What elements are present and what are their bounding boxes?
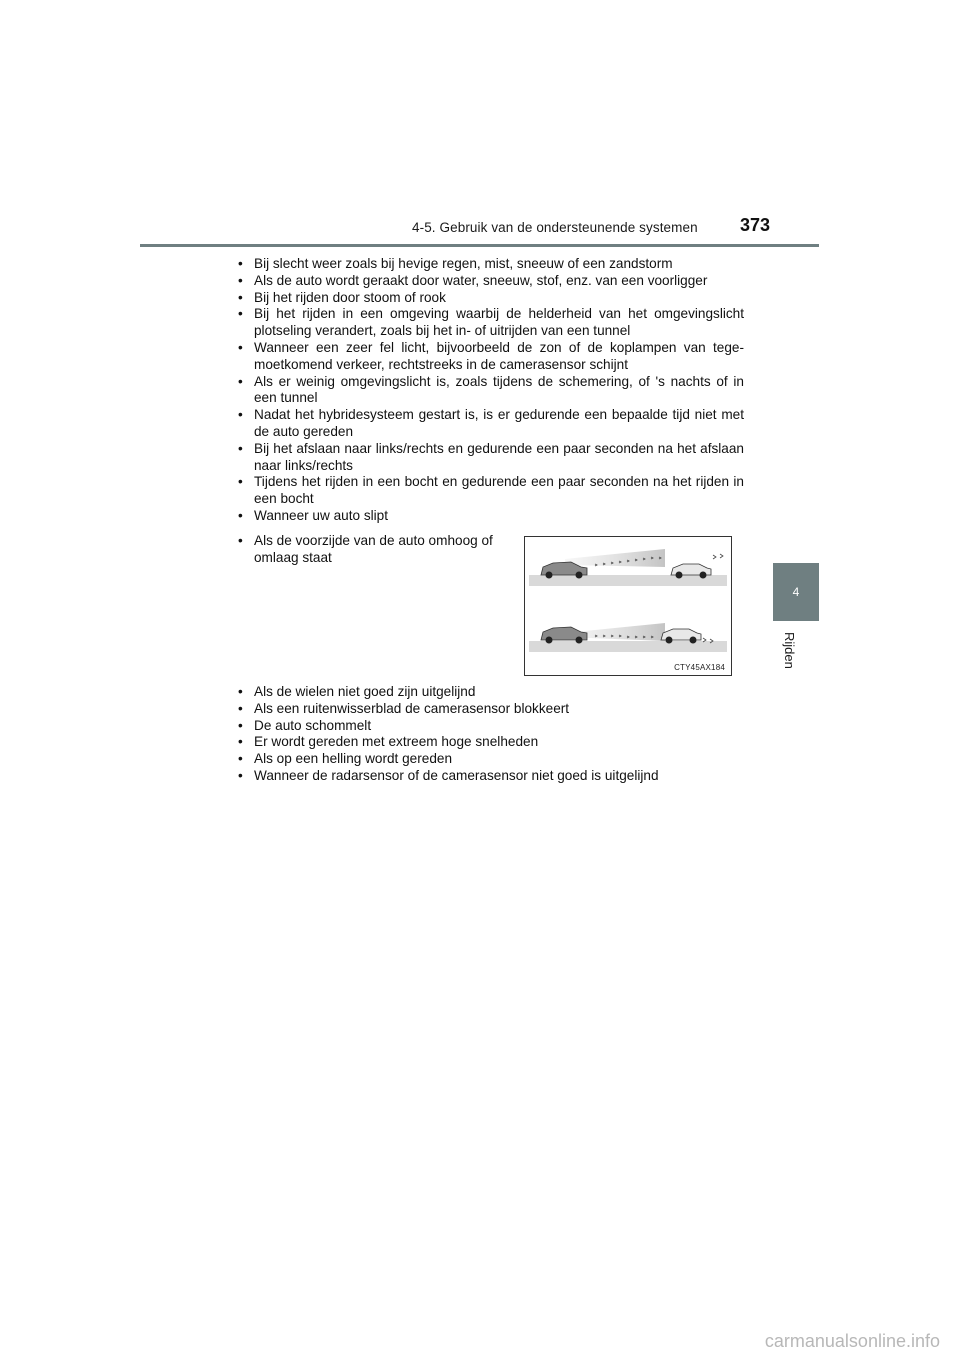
list-item: • De auto schommelt bbox=[238, 718, 744, 735]
list-item: • Wanneer uw auto slipt bbox=[238, 508, 744, 525]
section-title: 4-5. Gebruik van de ondersteunende systemen bbox=[412, 220, 698, 235]
conditions-list-continued bbox=[238, 684, 744, 785]
header-rule bbox=[140, 244, 819, 247]
list-item: • Bij het afslaan naar links/rechts en gedurende een paar seconden na het afslaan naar links/rechts bbox=[238, 441, 744, 475]
chapter-number: 4 bbox=[792, 585, 800, 599]
list-item: • Als de voorzijde van de auto omhoog of omlaag staat bbox=[238, 533, 506, 567]
watermark: carmanualsonline.info bbox=[764, 1331, 940, 1351]
road-bottom bbox=[529, 641, 727, 652]
cars-illustration bbox=[525, 537, 731, 675]
conditions-list bbox=[238, 256, 744, 525]
list-item: • Bij het rijden in een omgeving waarbij de helderheid van het omgevingslicht plotseling verandert, zoals bij het in- of uitrijden van een tunnel bbox=[238, 306, 744, 340]
list-item: • Tijdens het rijden in een bocht en gedurende een paar seconden na het rijden in een bocht bbox=[238, 474, 744, 508]
chapter-tab[interactable] bbox=[773, 563, 819, 621]
list-item: • Als de auto wordt geraakt door water, sneeuw, stof, enz. van een voorligger bbox=[238, 273, 744, 290]
list-item: • Als een ruitenwisserblad de camerasensor blokkeert bbox=[238, 701, 744, 718]
list-item: • Bij slecht weer zoals bij hevige regen, mist, sneeuw of een zandstorm bbox=[238, 256, 744, 273]
road-top bbox=[529, 575, 727, 586]
sensor-beam-top bbox=[565, 549, 665, 567]
list-item: • Nadat het hybridesysteem gestart is, is er gedurende een bepaalde tijd niet met de auto gereden bbox=[238, 407, 744, 441]
list-item: • Als er weinig omgevingslicht is, zoals tijdens de schemering, of 's nachts of in een tunnel bbox=[238, 374, 744, 408]
list-item: • Wanneer een zeer fel licht, bijvoorbeeld de zon of de koplampen van tege-moetkomend verkeer, rechtstreeks in de camerasensor schijnt bbox=[238, 340, 744, 374]
list-item: • Bij het rijden door stoom of rook bbox=[238, 290, 744, 307]
chapter-label: Rijden bbox=[782, 632, 797, 669]
illustration-cars-pitch bbox=[524, 536, 732, 676]
list-item: • Als op een helling wordt gereden bbox=[238, 751, 744, 768]
page-number: 373 bbox=[740, 215, 771, 235]
list-item: • Er wordt gereden met extreem hoge snelheden bbox=[238, 734, 744, 751]
figure-code: CTY45AX184 bbox=[674, 663, 725, 672]
list-item: • Als de wielen niet goed zijn uitgelijnd bbox=[238, 684, 744, 701]
figure-caption-list bbox=[238, 533, 506, 567]
list-item: • Wanneer de radarsensor of de camerasensor niet goed is uitgelijnd bbox=[238, 768, 744, 785]
